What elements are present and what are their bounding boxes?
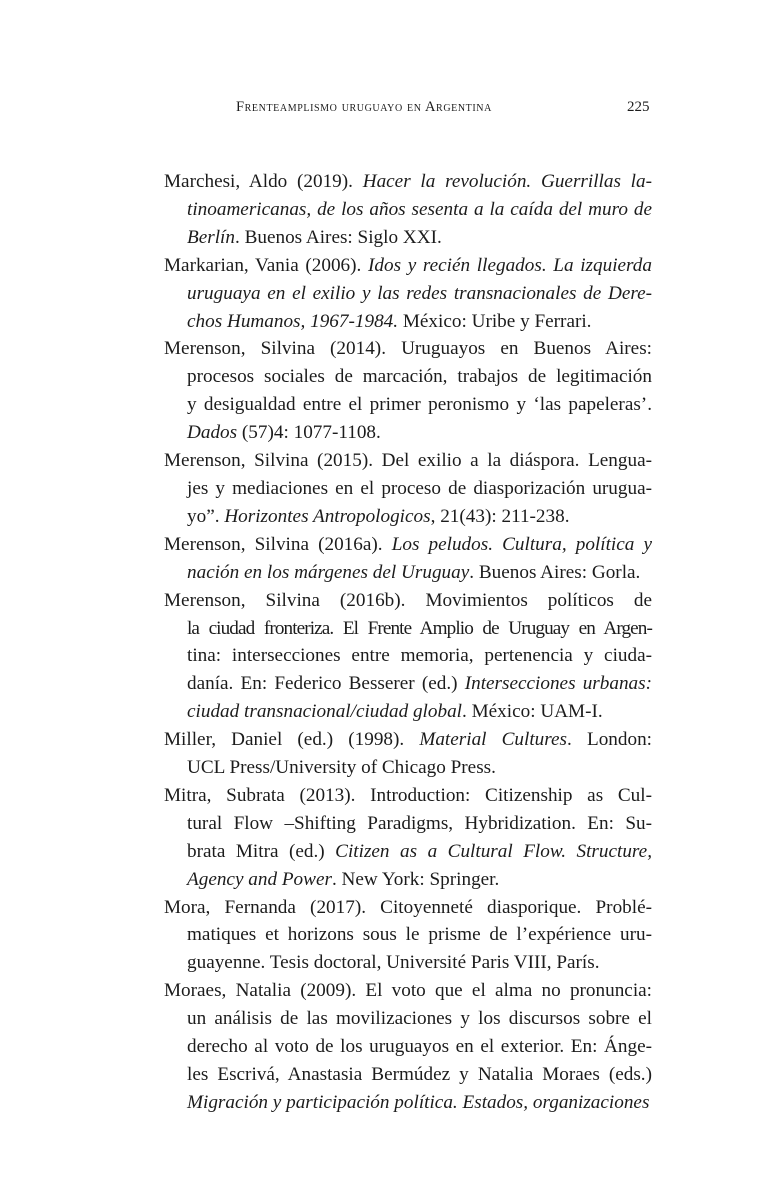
bibliography-entry: [164, 587, 652, 727]
entry-line: [187, 196, 652, 224]
bibliography-entry: [164, 252, 652, 336]
italic-text: Intersecciones urbanas:: [464, 673, 652, 695]
text-run: México: Uribe y Ferrari.: [398, 310, 592, 332]
bibliography-list: [164, 168, 652, 1117]
bibliography-entry: [164, 447, 652, 531]
italic-text: Idos y recién llegados. La izquierda: [368, 254, 652, 276]
running-head: [0, 99, 765, 123]
text-run: . Buenos Aires: Gorla.: [469, 561, 641, 583]
entry-line: [187, 949, 652, 977]
text-run: matiques et horizons sous le prisme de l’expérience uru-: [187, 924, 652, 946]
text-run: Merenson, Silvina (2016a).: [164, 533, 392, 555]
entry-first-line: [164, 726, 652, 754]
entry-line: [187, 866, 652, 894]
entry-line: [187, 615, 652, 643]
entry-line: [187, 698, 652, 726]
entry-line: [187, 559, 652, 587]
bibliography-entry: [164, 531, 652, 587]
entry-line: [187, 475, 652, 503]
italic-text: Material Cultures: [419, 729, 568, 751]
text-run: Moraes, Natalia (2009). El voto que el alma no pronuncia:: [164, 980, 652, 1002]
text-run: procesos sociales de marcación, trabajos de legitimación: [187, 366, 652, 388]
text-run: Mora, Fernanda (2017). Citoyenneté diasporique. Problé-: [164, 896, 652, 918]
italic-text: uruguaya en el exilio y las redes transnacionales de Dere-: [187, 282, 652, 304]
text-run: Miller, Daniel (ed.) (1998).: [164, 729, 420, 751]
entry-line: [187, 280, 652, 308]
text-run: UCL Press/University of Chicago Press.: [187, 757, 496, 779]
text-run: jes y mediaciones en el proceso de diasporización urugua-: [187, 477, 652, 499]
text-run: Merenson, Silvina (2016b). Movimientos políticos de: [164, 589, 652, 611]
entry-line: [187, 754, 652, 782]
bibliography-entry: [164, 894, 652, 978]
text-run: Merenson, Silvina (2014). Uruguayos en Buenos Aires:: [164, 338, 652, 360]
text-run: les Escrivá, Anastasia Bermúdez y Natalia Moraes (eds.): [187, 1064, 652, 1085]
entry-line: [187, 391, 652, 419]
italic-text: Hacer la revolución. Guerrillas la-: [362, 171, 652, 192]
bibliography-entry: [164, 168, 652, 252]
italic-text: chos Humanos, 1967-1984.: [187, 310, 399, 332]
text-run: derecho al voto de los uruguayos en el exterior. En: Ánge-: [187, 1036, 652, 1058]
entry-line: [187, 921, 652, 949]
entry-first-line: [164, 447, 652, 475]
bibliography-entry: [164, 726, 652, 782]
text-run: tural Flow –Shifting Paradigms, Hybridization. En: Su-: [187, 812, 652, 834]
italic-text: Agency and Power: [187, 868, 332, 890]
text-run: , 21(43): 211-238.: [430, 505, 570, 527]
italic-text: Citizen as a Cultural Flow. Structure,: [335, 840, 652, 862]
text-run: (57)4: 1077-1108.: [237, 422, 381, 444]
text-run: . London:: [567, 729, 652, 751]
text-run: un análisis de las movilizaciones y los discursos sobre el: [187, 1008, 652, 1030]
text-run: la ciudad fronteriza. El Frente Amplio de Uruguay en Argen-: [187, 617, 652, 639]
entry-first-line: [164, 335, 652, 363]
text-run: tina: intersecciones entre memoria, pertenencia y ciuda-: [187, 645, 652, 667]
entry-line: [187, 224, 652, 252]
italic-text: Migración y participación política. Estados, organizaciones: [187, 1091, 650, 1113]
entry-line: [187, 308, 652, 336]
text-run: Merenson, Silvina (2015). Del exilio a la diáspora. Lengua-: [164, 450, 652, 472]
entry-first-line: [164, 587, 652, 615]
entry-line: [187, 1005, 652, 1033]
text-run: guayenne. Tesis doctoral, Université Paris VIII, París.: [187, 952, 600, 974]
bibliography-entry: [164, 335, 652, 447]
text-run: yo”.: [187, 505, 225, 527]
entry-first-line: [164, 252, 652, 280]
entry-line: [187, 838, 652, 866]
running-title: Frenteamplismo uruguayo en Argentina: [236, 99, 492, 115]
entry-line: [187, 503, 652, 531]
text-run: . Buenos Aires: Siglo XXI.: [234, 226, 442, 248]
italic-text: ciudad transnacional/ciudad global: [187, 701, 463, 723]
entry-line: [187, 1033, 652, 1061]
italic-text: nación en los márgenes del Uruguay: [187, 561, 470, 583]
entry-first-line: [164, 782, 652, 810]
entry-line: [187, 419, 652, 447]
text-run: . México: UAM-I.: [462, 701, 603, 723]
entry-line: [187, 363, 652, 391]
text-run: brata Mitra (ed.): [187, 840, 336, 862]
entry-first-line: [164, 894, 652, 922]
page-number: 225: [627, 99, 650, 115]
text-run: Markarian, Vania (2006).: [164, 254, 368, 276]
italic-text: tinoamericanas, de los años sesenta a la caída del muro de: [187, 198, 652, 220]
entry-line: [187, 1061, 652, 1089]
bibliography-entry: [164, 782, 652, 894]
italic-text: Horizontes Antropologicos: [224, 505, 431, 527]
text-run: Mitra, Subrata (2013). Introduction: Citizenship as Cul-: [164, 784, 652, 806]
text-run: . New York: Springer.: [331, 868, 500, 890]
italic-text: Berlín: [187, 226, 235, 248]
entry-line: [187, 642, 652, 670]
entry-first-line: [164, 977, 652, 1005]
italic-text: Dados: [187, 422, 238, 444]
entry-line: [187, 670, 652, 698]
text-run: danía. En: Federico Besserer (ed.): [187, 673, 465, 695]
bibliography-entry: [164, 977, 652, 1117]
entry-line: [187, 1089, 652, 1117]
text-run: Marchesi, Aldo (2019).: [164, 171, 363, 192]
text-run: y desigualdad entre el primer peronismo y ‘las papeleras’.: [187, 394, 652, 416]
italic-text: Los peludos. Cultura, política y: [391, 533, 652, 555]
entry-line: [187, 810, 652, 838]
entry-first-line: [164, 168, 652, 196]
entry-first-line: [164, 531, 652, 559]
